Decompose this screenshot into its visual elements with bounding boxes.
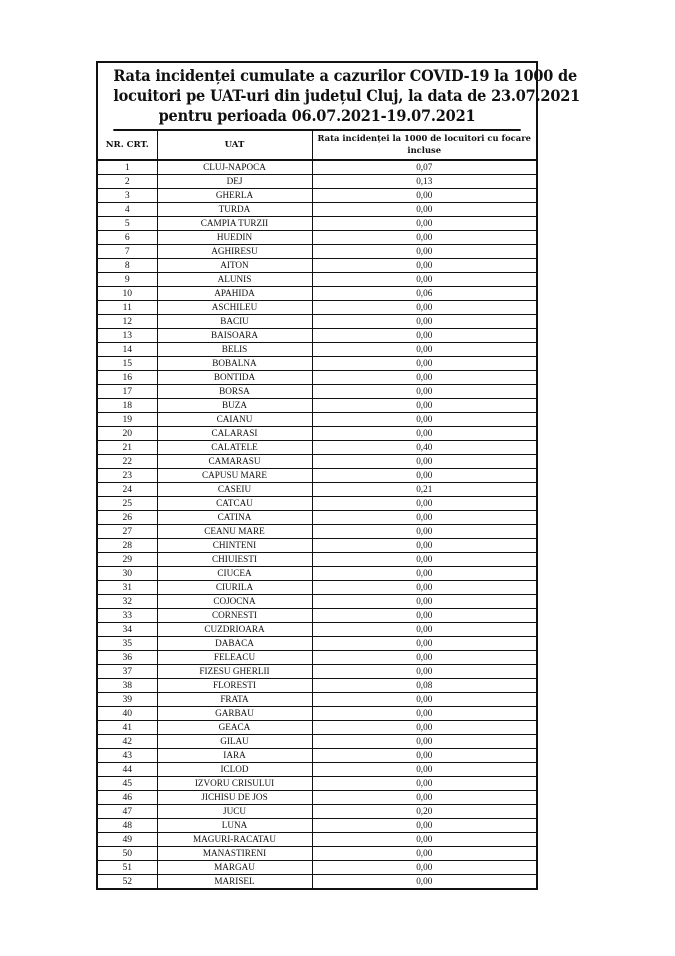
incidence-rate-cell: 0,06: [312, 287, 536, 301]
incidence-rate-cell: 0,00: [312, 301, 536, 315]
incidence-rate-cell: 0,20: [312, 805, 536, 819]
uat-name-cell: ICLOD: [157, 763, 312, 777]
row-number-cell: 48: [98, 819, 157, 833]
uat-name-cell: CASEIU: [157, 483, 312, 497]
table-body: [98, 160, 536, 888]
table-row: [98, 441, 536, 455]
row-number-cell: 30: [98, 567, 157, 581]
table-row: [98, 217, 536, 231]
uat-name-cell: FRATA: [157, 693, 312, 707]
row-number-cell: 21: [98, 441, 157, 455]
incidence-rate-cell: 0,00: [312, 595, 536, 609]
row-number-cell: 3: [98, 189, 157, 203]
uat-name-cell: CAMPIA TURZII: [157, 217, 312, 231]
report-title-line-1: Rata incidenței cumulate a cazurilor COVID-19 la 1000 de: [113, 66, 578, 85]
row-number-cell: 14: [98, 343, 157, 357]
incidence-rate-cell: 0,21: [312, 483, 536, 497]
uat-name-cell: CIUCEA: [157, 567, 312, 581]
uat-name-cell: MAGURI-RACATAU: [157, 833, 312, 847]
row-number-cell: 10: [98, 287, 157, 301]
row-number-cell: 46: [98, 791, 157, 805]
incidence-rate-cell: 0,00: [312, 203, 536, 217]
uat-name-cell: ASCHILEU: [157, 301, 312, 315]
row-number-cell: 28: [98, 539, 157, 553]
table-row: [98, 287, 536, 301]
uat-name-cell: JUCU: [157, 805, 312, 819]
incidence-rate-cell: 0,00: [312, 581, 536, 595]
row-number-cell: 29: [98, 553, 157, 567]
incidence-rate-cell: 0,00: [312, 637, 536, 651]
row-number-cell: 20: [98, 427, 157, 441]
table-row: [98, 427, 536, 441]
incidence-table: [98, 131, 536, 888]
row-number-cell: 22: [98, 455, 157, 469]
incidence-rate-cell: 0,00: [312, 651, 536, 665]
report-title-line-3: pentru perioada 06.07.2021-19.07.2021: [158, 106, 476, 125]
uat-name-cell: GARBAU: [157, 707, 312, 721]
table-row: [98, 371, 536, 385]
row-number-cell: 23: [98, 469, 157, 483]
incidence-rate-cell: 0,00: [312, 749, 536, 763]
report-title: [113, 63, 581, 131]
table-row: [98, 231, 536, 245]
uat-name-cell: IARA: [157, 749, 312, 763]
row-number-cell: 50: [98, 847, 157, 861]
table-row: [98, 721, 536, 735]
table-row: [98, 343, 536, 357]
table-row: [98, 160, 536, 175]
incidence-rate-cell: 0,00: [312, 399, 536, 413]
incidence-rate-cell: 0,00: [312, 357, 536, 371]
incidence-rate-cell: 0,00: [312, 833, 536, 847]
table-row: [98, 273, 536, 287]
incidence-rate-cell: 0,00: [312, 567, 536, 581]
incidence-rate-cell: 0,00: [312, 273, 536, 287]
table-row: [98, 357, 536, 371]
incidence-rate-cell: 0,07: [312, 160, 536, 175]
uat-name-cell: FLORESTI: [157, 679, 312, 693]
row-number-cell: 8: [98, 259, 157, 273]
uat-name-cell: FIZESU GHERLII: [157, 665, 312, 679]
table-row: [98, 819, 536, 833]
row-number-cell: 18: [98, 399, 157, 413]
row-number-cell: 39: [98, 693, 157, 707]
uat-name-cell: CUZDRIOARA: [157, 623, 312, 637]
row-number-cell: 12: [98, 315, 157, 329]
table-row: [98, 651, 536, 665]
row-number-cell: 25: [98, 497, 157, 511]
uat-name-cell: CALARASI: [157, 427, 312, 441]
incidence-rate-cell: 0,00: [312, 189, 536, 203]
incidence-rate-cell: 0,00: [312, 791, 536, 805]
table-row: [98, 385, 536, 399]
uat-name-cell: DEJ: [157, 175, 312, 189]
row-number-cell: 45: [98, 777, 157, 791]
table-row: [98, 791, 536, 805]
incidence-rate-cell: 0,00: [312, 609, 536, 623]
incidence-rate-cell: 0,00: [312, 315, 536, 329]
row-number-cell: 1: [98, 160, 157, 175]
uat-name-cell: APAHIDA: [157, 287, 312, 301]
row-number-cell: 6: [98, 231, 157, 245]
row-number-cell: 40: [98, 707, 157, 721]
uat-name-cell: MARGAU: [157, 861, 312, 875]
row-number-cell: 5: [98, 217, 157, 231]
row-number-cell: 36: [98, 651, 157, 665]
uat-name-cell: MARISEL: [157, 875, 312, 889]
table-row: [98, 833, 536, 847]
incidence-rate-cell: 0,00: [312, 371, 536, 385]
row-number-cell: 15: [98, 357, 157, 371]
table-row: [98, 301, 536, 315]
uat-name-cell: BELIS: [157, 343, 312, 357]
row-number-cell: 42: [98, 735, 157, 749]
uat-name-cell: BONTIDA: [157, 371, 312, 385]
column-header-uat: UAT: [157, 131, 312, 160]
uat-name-cell: LUNA: [157, 819, 312, 833]
row-number-cell: 19: [98, 413, 157, 427]
incidence-rate-cell: 0,00: [312, 875, 536, 889]
row-number-cell: 4: [98, 203, 157, 217]
incidence-rate-cell: 0,40: [312, 441, 536, 455]
incidence-rate-cell: 0,08: [312, 679, 536, 693]
row-number-cell: 49: [98, 833, 157, 847]
table-row: [98, 245, 536, 259]
uat-name-cell: MANASTIRENI: [157, 847, 312, 861]
table-row: [98, 315, 536, 329]
uat-name-cell: CAPUSU MARE: [157, 469, 312, 483]
row-number-cell: 13: [98, 329, 157, 343]
incidence-rate-cell: 0,00: [312, 819, 536, 833]
uat-name-cell: CATINA: [157, 511, 312, 525]
uat-name-cell: CIURILA: [157, 581, 312, 595]
table-row: [98, 609, 536, 623]
incidence-rate-cell: 0,00: [312, 623, 536, 637]
incidence-rate-cell: 0,00: [312, 427, 536, 441]
table-row: [98, 777, 536, 791]
incidence-rate-cell: 0,00: [312, 777, 536, 791]
table-row: [98, 707, 536, 721]
incidence-rate-cell: 0,00: [312, 329, 536, 343]
row-number-cell: 24: [98, 483, 157, 497]
uat-name-cell: CORNESTI: [157, 609, 312, 623]
row-number-cell: 43: [98, 749, 157, 763]
uat-name-cell: BAISOARA: [157, 329, 312, 343]
uat-name-cell: CAMARASU: [157, 455, 312, 469]
table-row: [98, 595, 536, 609]
table-row: [98, 805, 536, 819]
incidence-rate-cell: 0,00: [312, 511, 536, 525]
uat-name-cell: FELEACU: [157, 651, 312, 665]
table-row: [98, 399, 536, 413]
uat-name-cell: TURDA: [157, 203, 312, 217]
incidence-rate-cell: 0,00: [312, 693, 536, 707]
uat-name-cell: GILAU: [157, 735, 312, 749]
uat-name-cell: CHIUIESTI: [157, 553, 312, 567]
incidence-rate-cell: 0,00: [312, 245, 536, 259]
incidence-rate-cell: 0,00: [312, 847, 536, 861]
table-row: [98, 581, 536, 595]
row-number-cell: 17: [98, 385, 157, 399]
incidence-rate-cell: 0,00: [312, 231, 536, 245]
incidence-rate-cell: 0,00: [312, 343, 536, 357]
uat-name-cell: GEACA: [157, 721, 312, 735]
uat-name-cell: ALUNIS: [157, 273, 312, 287]
uat-name-cell: CALATELE: [157, 441, 312, 455]
row-number-cell: 51: [98, 861, 157, 875]
table-row: [98, 413, 536, 427]
table-row: [98, 483, 536, 497]
uat-name-cell: BUZA: [157, 399, 312, 413]
incidence-rate-cell: 0,00: [312, 497, 536, 511]
incidence-rate-cell: 0,00: [312, 455, 536, 469]
incidence-rate-cell: 0,00: [312, 861, 536, 875]
row-number-cell: 32: [98, 595, 157, 609]
table-row: [98, 693, 536, 707]
uat-name-cell: CAIANU: [157, 413, 312, 427]
table-row: [98, 189, 536, 203]
incidence-report-sheet: [96, 61, 581, 890]
row-number-cell: 16: [98, 371, 157, 385]
uat-name-cell: DABACA: [157, 637, 312, 651]
table-row: [98, 679, 536, 693]
uat-name-cell: IZVORU CRISULUI: [157, 777, 312, 791]
table-row: [98, 497, 536, 511]
incidence-rate-cell: 0,00: [312, 721, 536, 735]
row-number-cell: 38: [98, 679, 157, 693]
table-row: [98, 875, 536, 889]
uat-name-cell: CATCAU: [157, 497, 312, 511]
table-row: [98, 735, 536, 749]
table-row: [98, 539, 536, 553]
uat-name-cell: BORSA: [157, 385, 312, 399]
row-number-cell: 35: [98, 637, 157, 651]
table-row: [98, 847, 536, 861]
uat-name-cell: HUEDIN: [157, 231, 312, 245]
uat-name-cell: BACIU: [157, 315, 312, 329]
uat-name-cell: AGHIRESU: [157, 245, 312, 259]
incidence-rate-cell: 0,00: [312, 259, 536, 273]
row-number-cell: 37: [98, 665, 157, 679]
table-row: [98, 203, 536, 217]
uat-name-cell: COJOCNA: [157, 595, 312, 609]
incidence-rate-cell: 0,00: [312, 707, 536, 721]
table-row: [98, 511, 536, 525]
row-number-cell: 26: [98, 511, 157, 525]
table-row: [98, 455, 536, 469]
table-row: [98, 861, 536, 875]
column-header-incidence-rate: Rata incidenței la 1000 de locuitori cu focare incluse: [312, 131, 536, 160]
row-number-cell: 9: [98, 273, 157, 287]
row-number-cell: 27: [98, 525, 157, 539]
uat-name-cell: CEANU MARE: [157, 525, 312, 539]
report-title-line-2: locuitori pe UAT-uri din județul Cluj, la data de 23.07.2021: [113, 86, 581, 105]
table-row: [98, 665, 536, 679]
table-row: [98, 525, 536, 539]
uat-name-cell: AITON: [157, 259, 312, 273]
incidence-rate-cell: 0,00: [312, 413, 536, 427]
table-row: [98, 553, 536, 567]
uat-name-cell: JICHISU DE JOS: [157, 791, 312, 805]
incidence-rate-cell: 0,00: [312, 735, 536, 749]
table-row: [98, 329, 536, 343]
incidence-rate-cell: 0,00: [312, 665, 536, 679]
incidence-rate-cell: 0,13: [312, 175, 536, 189]
row-number-cell: 47: [98, 805, 157, 819]
table-row: [98, 469, 536, 483]
table-row: [98, 259, 536, 273]
column-header-nr-crt: NR. CRT.: [98, 131, 157, 160]
incidence-rate-cell: 0,00: [312, 469, 536, 483]
table-row: [98, 763, 536, 777]
table-header-row: [98, 131, 536, 160]
row-number-cell: 31: [98, 581, 157, 595]
row-number-cell: 33: [98, 609, 157, 623]
incidence-rate-cell: 0,00: [312, 525, 536, 539]
table-row: [98, 749, 536, 763]
table-row: [98, 623, 536, 637]
uat-name-cell: CLUJ-NAPOCA: [157, 160, 312, 175]
incidence-rate-cell: 0,00: [312, 217, 536, 231]
incidence-rate-cell: 0,00: [312, 553, 536, 567]
row-number-cell: 7: [98, 245, 157, 259]
table-row: [98, 567, 536, 581]
incidence-rate-cell: 0,00: [312, 763, 536, 777]
row-number-cell: 2: [98, 175, 157, 189]
row-number-cell: 44: [98, 763, 157, 777]
incidence-rate-cell: 0,00: [312, 385, 536, 399]
row-number-cell: 34: [98, 623, 157, 637]
row-number-cell: 11: [98, 301, 157, 315]
table-row: [98, 637, 536, 651]
row-number-cell: 52: [98, 875, 157, 889]
uat-name-cell: BOBALNA: [157, 357, 312, 371]
incidence-rate-cell: 0,00: [312, 539, 536, 553]
uat-name-cell: GHERLA: [157, 189, 312, 203]
uat-name-cell: CHINTENI: [157, 539, 312, 553]
row-number-cell: 41: [98, 721, 157, 735]
table-row: [98, 175, 536, 189]
